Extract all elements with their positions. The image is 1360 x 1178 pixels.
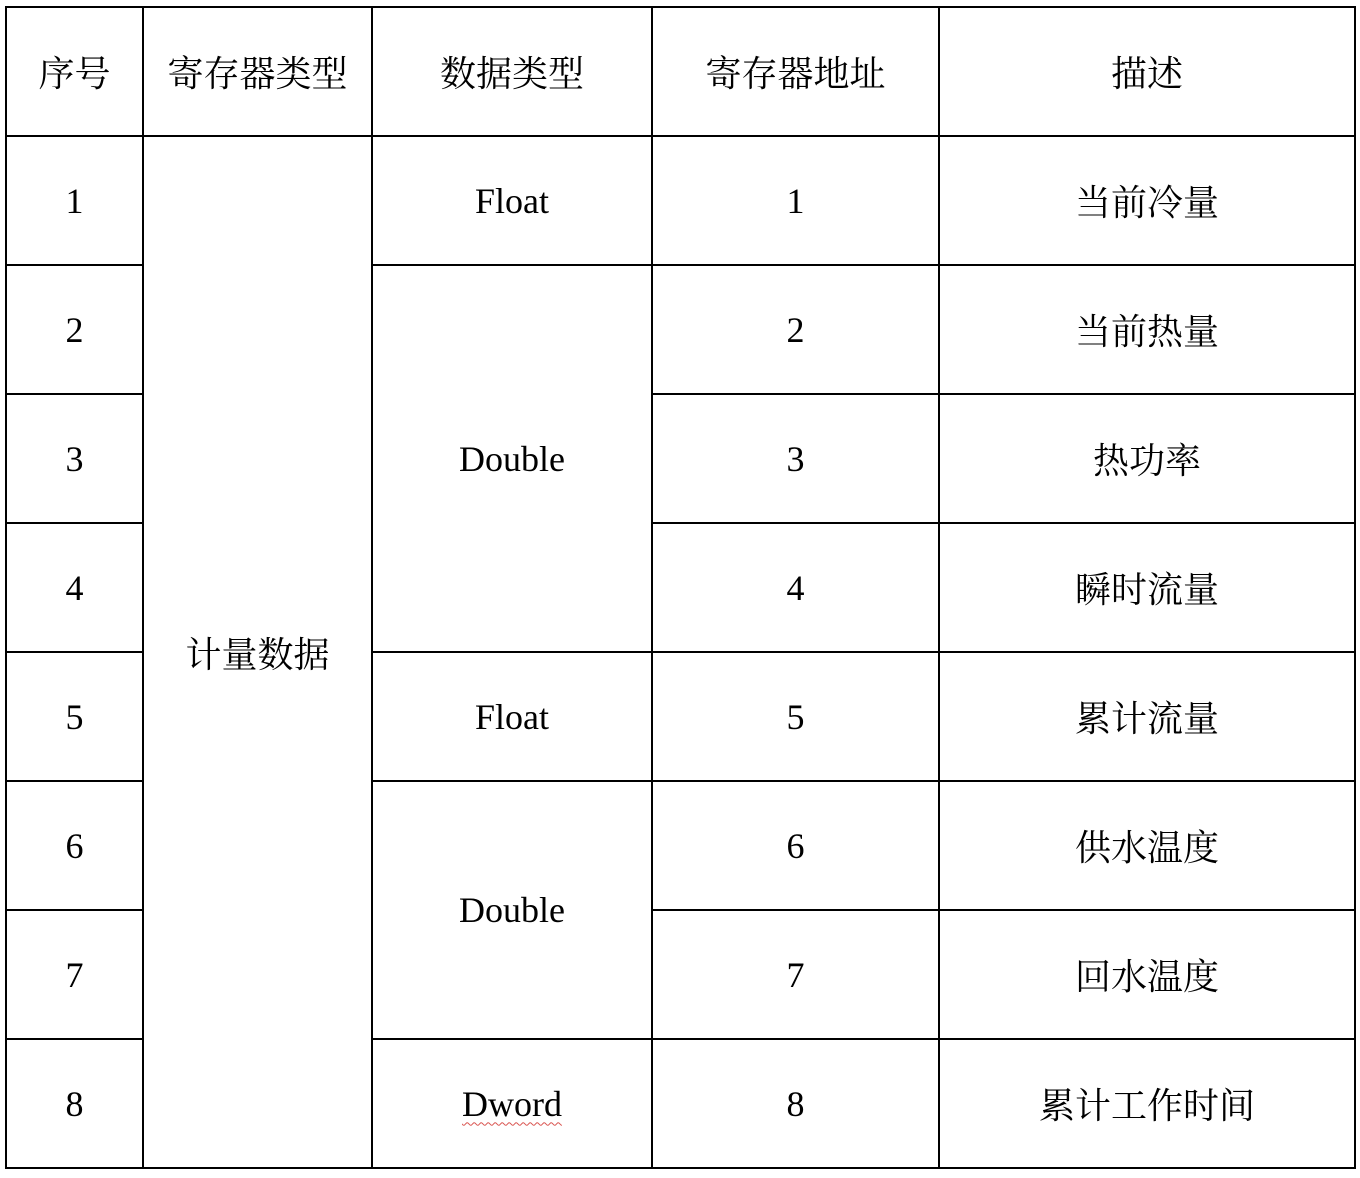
cell-data-type: Double	[372, 265, 652, 652]
cell-description: 回水温度	[939, 910, 1355, 1039]
register-table	[5, 6, 1356, 1169]
header-row	[6, 7, 1355, 136]
cell-seq: 8	[6, 1039, 143, 1168]
cell-address: 8	[652, 1039, 939, 1168]
header-description: 描述	[939, 7, 1355, 136]
cell-address: 7	[652, 910, 939, 1039]
cell-address: 6	[652, 781, 939, 910]
table-row	[6, 136, 1355, 265]
cell-data-type: Double	[372, 781, 652, 1039]
header-data-type: 数据类型	[372, 7, 652, 136]
data-type-label: Dword	[462, 1083, 562, 1124]
cell-seq: 2	[6, 265, 143, 394]
cell-address: 1	[652, 136, 939, 265]
cell-description: 当前冷量	[939, 136, 1355, 265]
cell-data-type: Float	[372, 136, 652, 265]
cell-address: 2	[652, 265, 939, 394]
cell-description: 累计流量	[939, 652, 1355, 781]
cell-data-type	[372, 1039, 652, 1168]
cell-address: 5	[652, 652, 939, 781]
cell-register-type: 计量数据	[143, 136, 372, 1168]
header-seq: 序号	[6, 7, 143, 136]
header-register-address: 寄存器地址	[652, 7, 939, 136]
cell-address: 4	[652, 523, 939, 652]
cell-description: 热功率	[939, 394, 1355, 523]
cell-seq: 5	[6, 652, 143, 781]
cell-seq: 7	[6, 910, 143, 1039]
cell-seq: 3	[6, 394, 143, 523]
cell-description: 供水温度	[939, 781, 1355, 910]
cell-description: 瞬时流量	[939, 523, 1355, 652]
cell-seq: 4	[6, 523, 143, 652]
header-register-type: 寄存器类型	[143, 7, 372, 136]
cell-description: 累计工作时间	[939, 1039, 1355, 1168]
cell-description: 当前热量	[939, 265, 1355, 394]
cell-address: 3	[652, 394, 939, 523]
cell-data-type: Float	[372, 652, 652, 781]
cell-seq: 1	[6, 136, 143, 265]
cell-seq: 6	[6, 781, 143, 910]
